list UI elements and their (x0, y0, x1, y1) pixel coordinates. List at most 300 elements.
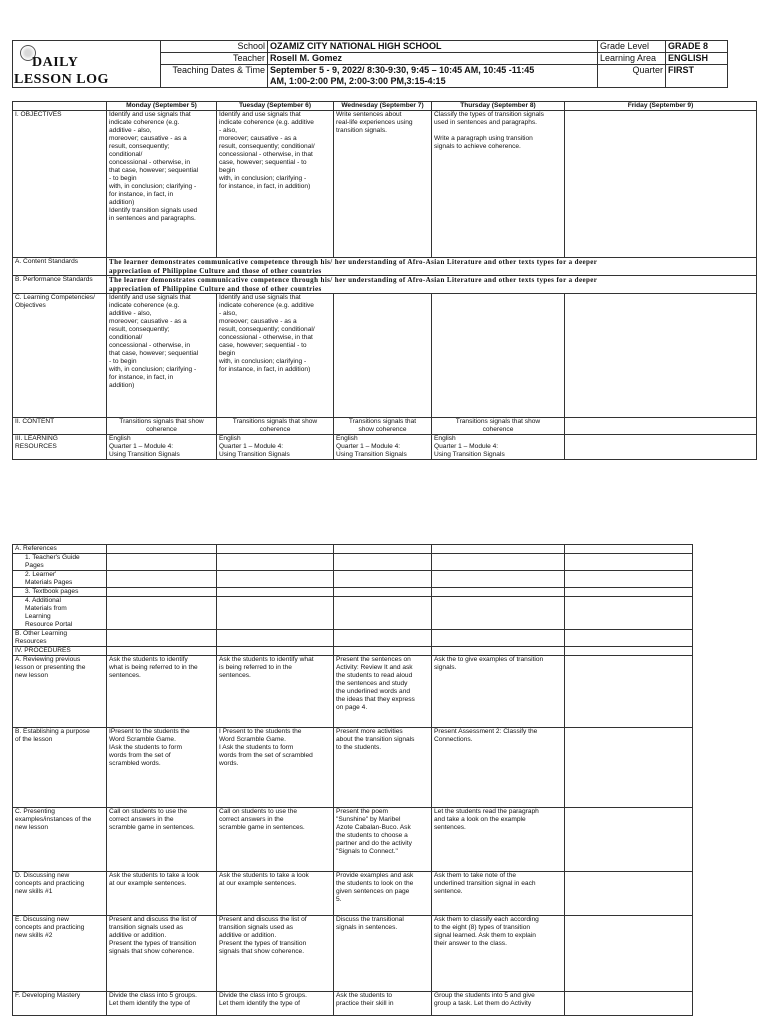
corner-cell (13, 102, 107, 111)
cell-line: Ask them to classify each according (434, 916, 539, 923)
title-line-2: LESSON LOG (14, 72, 109, 87)
cell-line: - also, (219, 127, 237, 134)
cell-line: scrambled words. (109, 760, 161, 767)
cell-lines (432, 111, 565, 258)
cell-lines (432, 872, 565, 916)
cell-line: Identify and use signals that (109, 111, 191, 118)
standards-text (107, 258, 757, 276)
cell-line: at our example sentences. (109, 880, 187, 887)
empty-cell (565, 808, 693, 872)
cell-line: Learning (25, 613, 51, 620)
cell-lines (432, 916, 565, 992)
cell-line: Using Transition Signals (434, 451, 505, 458)
dates-line-2: AM, 1:00-2:00 PM, 2:00-3:00 PM,3:15-4:15 (270, 76, 446, 86)
cell-lines (217, 872, 334, 916)
cell-lines (334, 916, 432, 992)
cell-lines (432, 808, 565, 872)
empty-cell (217, 588, 334, 597)
cell-line: scramble game in sentences. (219, 824, 305, 831)
cell-line: new skills #2 (15, 932, 53, 939)
cell-lines (217, 418, 334, 435)
teachers-guide-row (13, 554, 693, 571)
cell-line: that case, however; sequential (109, 167, 199, 174)
cell-line: with, in conclusion; clarifying - (109, 183, 197, 190)
cell-line: Resources (15, 638, 47, 645)
cell-line: Word Scramble Game. (219, 736, 286, 743)
cell-line: coherence (146, 426, 177, 433)
cell-line: Ask the students to take a look (219, 872, 309, 879)
cell-line: about the transition signals (336, 736, 415, 743)
empty-cell (217, 630, 334, 647)
label-line: RESOURCES (15, 443, 57, 450)
row-label: F. Developing Mastery (13, 992, 107, 1016)
day-header: Wednesday (September 7) (334, 102, 432, 111)
cell-lines (107, 872, 217, 916)
cell-line: new lesson (15, 824, 48, 831)
textbook-row (13, 588, 693, 597)
cell-lines (334, 418, 432, 435)
cell-line: - to begin (109, 175, 137, 182)
cell-lines (334, 872, 432, 916)
cell-lines (334, 111, 432, 258)
cell-line: begin (219, 350, 236, 357)
empty-cell (334, 545, 432, 554)
cell-line: indicate coherence (e.g. (109, 302, 180, 309)
cell-line: IPresent to the students the (109, 728, 190, 735)
school-value: OZAMIZ CITY NATIONAL HIGH SCHOOL (268, 41, 598, 53)
objectives-row (13, 111, 757, 258)
references-row (13, 545, 693, 554)
cell-line: underlined transition signal in each (434, 880, 536, 887)
cell-line: examples/instances of the (15, 816, 92, 823)
empty-cell (565, 656, 693, 728)
cell-line: coherence (259, 426, 291, 433)
empty-cell (565, 294, 757, 418)
grade-label: Grade Level (598, 41, 666, 53)
cell-line: and take a look on the example (434, 816, 526, 823)
label-line: C. Learning Competencies/ (15, 294, 95, 301)
cell-line: English (219, 435, 241, 442)
cell-line: Azote Cabalan-Buco. Ask (336, 824, 411, 831)
row-label (13, 435, 107, 460)
cell-line: indicate coherence (e.g. additive (219, 302, 314, 309)
cell-lines (107, 111, 217, 258)
cell-line: Provide examples and ask (336, 872, 414, 879)
cell-line: Call on students to use the (109, 808, 188, 815)
empty-cell (334, 588, 432, 597)
learner-materials-row (13, 571, 693, 588)
cell-line: Present and discuss the list of (109, 916, 197, 923)
empty-cell (107, 597, 217, 630)
cell-line: for instance, in fact, in (109, 374, 174, 381)
cell-line: the students to look on the (336, 880, 414, 887)
cell-lines (107, 656, 217, 728)
cell-line (434, 127, 562, 135)
cell-line: result, consequently; (109, 326, 170, 333)
cell-line: English (434, 435, 456, 442)
procedures-table (12, 544, 693, 1016)
dates-label: Teaching Dates & Time (161, 65, 268, 88)
cell-lines (217, 294, 334, 418)
cell-line: Ask them to take note of the (434, 872, 517, 879)
label-line: III. LEARNING (15, 435, 58, 442)
cell-line: Call on students to use the (219, 808, 298, 815)
resources-row (13, 435, 757, 460)
empty-cell (432, 554, 565, 571)
empty-cell (565, 571, 693, 588)
cell-line: 4. Additional (25, 597, 61, 604)
proc-e-row (13, 916, 693, 992)
cell-line: moreover; causative - as a (109, 318, 187, 325)
cell-line: 1. Teacher's Guide (25, 554, 80, 561)
content-standards-row (13, 258, 757, 276)
cell-line: moreover; causative - as a (109, 135, 187, 142)
cell-line: transition signals. (336, 127, 387, 134)
cell-lines (107, 418, 217, 435)
dates-line-1: September 5 - 9, 2022/ 8:30-9:30, 9:45 – 10:45 AM, 10:45 -11:45 (270, 65, 535, 75)
empty-cell (217, 571, 334, 588)
cell-line: for instance, in fact, in (109, 191, 174, 198)
empty-cell (107, 571, 217, 588)
cell-line: Ask the to give examples of transition (434, 656, 544, 663)
cell-line: sentences. (109, 672, 141, 679)
cell-line: sentence. (434, 888, 463, 895)
cell-line: Identify transition signals used (109, 207, 198, 214)
cell-line: sentences. (434, 824, 466, 831)
cell-line: new lesson (15, 672, 48, 679)
empty-cell (334, 630, 432, 647)
title-line-1: DAILY (32, 55, 79, 70)
cell-line: what is being referred to in the (109, 664, 198, 671)
row-label: A. Content Standards (13, 258, 107, 276)
empty-cell (334, 647, 432, 656)
cell-line: Present the poem (336, 808, 389, 815)
cell-line: correct answers in the (109, 816, 174, 823)
school-label: School (161, 41, 268, 53)
logo-cell (13, 41, 161, 88)
cell-line: D. Discussing new (15, 872, 70, 879)
cell-line: the ideas that they express (336, 696, 415, 703)
empty-cell (565, 588, 693, 597)
cell-line: Pages (25, 562, 44, 569)
cell-lines (107, 992, 217, 1016)
cell-line: signals in sentences. (336, 924, 398, 931)
performance-standards-row (13, 276, 757, 294)
label-line: Objectives (15, 302, 46, 309)
empty-cell (565, 435, 757, 460)
quarter-value: FIRST (666, 65, 728, 88)
cell-line: Group the students into 5 and give (434, 992, 535, 999)
empty-cell (217, 647, 334, 656)
cell-line: that case, however; sequential (109, 350, 199, 357)
cell-line: IAsk the students to form (109, 744, 182, 751)
empty-cell (565, 992, 693, 1016)
header-table (12, 40, 728, 88)
proc-a-row (13, 656, 693, 728)
cell-line: Write sentences about (336, 111, 402, 118)
standards-text (107, 276, 757, 294)
cell-lines (217, 992, 334, 1016)
cell-lines (217, 808, 334, 872)
empty-cell (565, 647, 693, 656)
cell-line: Using Transition Signals (109, 451, 180, 458)
cell-lines (217, 656, 334, 728)
cell-line: the students to read aloud (336, 672, 413, 679)
competencies-row (13, 294, 757, 418)
cell-line: additive or addition. (109, 932, 167, 939)
empty-cell (334, 554, 432, 571)
cell-line: Quarter 1 – Module 4: (219, 443, 284, 450)
cell-line: for instance, in fact, in addition) (219, 366, 311, 373)
standards-line: appreciation of Philippine Culture and those of other countries (109, 284, 322, 293)
cell-lines (217, 728, 334, 808)
cell-line: Quarter 1 – Module 4: (434, 443, 499, 450)
cell-line: result, consequently; (109, 143, 170, 150)
cell-lines (334, 728, 432, 808)
empty-cell (107, 630, 217, 647)
cell-lines (13, 916, 107, 992)
cell-line: the students to choose a (336, 832, 408, 839)
cell-line: "Signals to Connect." (336, 848, 398, 855)
empty-cell (334, 597, 432, 630)
cell-line: Ask the students to take a look (109, 872, 199, 879)
cell-lines (334, 808, 432, 872)
cell-line: words. (219, 760, 239, 767)
cell-lines (107, 435, 217, 460)
quarter-label: Quarter (598, 65, 666, 88)
content-row (13, 418, 757, 435)
empty-cell (217, 597, 334, 630)
cell-line: Activity: Review It and ask (336, 664, 413, 671)
cell-line: is being referred to in the (219, 664, 292, 671)
empty-cell (432, 630, 565, 647)
cell-line: at our example sentences. (219, 880, 297, 887)
cell-lines (432, 728, 565, 808)
cell-line: new skills #1 (15, 888, 53, 895)
cell-line: Ask the students to identify what (219, 656, 314, 663)
cell-line: Divide the class into 5 groups. (219, 992, 307, 999)
cell-line: with, in conclusion; clarifying - (109, 366, 197, 373)
cell-lines (13, 571, 107, 588)
cell-line: A. Reviewing previous (15, 656, 81, 663)
cell-line: on page 4. (336, 704, 368, 711)
cell-line: conditional/ (109, 334, 143, 341)
cell-line: Word Scramble Game. (109, 736, 176, 743)
cell-line: Discuss the transitional (336, 916, 404, 923)
cell-line: the underlined words and (336, 688, 411, 695)
cell-line: Let them identify the type of (109, 1000, 191, 1007)
cell-line: signals that show coherence. (219, 948, 305, 955)
empty-cell (432, 294, 565, 418)
cell-line: their answer to the class. (434, 940, 507, 947)
cell-line: Quarter 1 – Module 4: (109, 443, 174, 450)
cell-line: Identify and use signals that (219, 111, 301, 118)
row-label: A. References (13, 545, 107, 554)
cell-line: Write a paragraph using transition (434, 135, 533, 142)
cell-lines (107, 294, 217, 418)
cell-line: Let them identify the type of (219, 1000, 301, 1007)
cell-line: concessional - otherwise, in that (219, 151, 313, 158)
proc-c-row (13, 808, 693, 872)
cell-line: Ask the students to identify (109, 656, 188, 663)
cell-line: correct answers in the (219, 816, 284, 823)
row-label: IV. PROCEDURES (13, 647, 107, 656)
empty-cell (334, 571, 432, 588)
empty-cell (432, 647, 565, 656)
row-label (13, 294, 107, 418)
cell-line: Let the students read the paragraph (434, 808, 539, 815)
cell-line: signals to achieve coherence. (434, 143, 521, 150)
cell-line: additive or addition. (219, 932, 277, 939)
empty-cell (107, 647, 217, 656)
row-label: B. Performance Standards (13, 276, 107, 294)
cell-line: Identify and use signals that (109, 294, 191, 301)
cell-line: English (109, 435, 131, 442)
cell-line: Classify the types of transition signals (434, 111, 544, 118)
empty-cell (217, 554, 334, 571)
cell-line: case, however; sequential - to (219, 342, 307, 349)
empty-cell (432, 597, 565, 630)
cell-line: conditional/ (109, 151, 143, 158)
procedures-row (13, 647, 693, 656)
standards-line: The learner demonstrates communicative competence through his/ her understanding of Afro-Asian Literature and other texts types for a deeper (109, 276, 598, 284)
grade-value: GRADE 8 (666, 41, 728, 53)
cell-line: concepts and practicing (15, 880, 85, 887)
empty-cell (565, 418, 757, 435)
cell-line: show coherence (358, 426, 407, 433)
cell-lines (432, 656, 565, 728)
day-header: Thursday (September 8) (432, 102, 565, 111)
cell-lines (13, 554, 107, 571)
cell-line: for instance, in fact, in addition) (219, 183, 311, 190)
cell-lines (13, 808, 107, 872)
proc-f-row (13, 992, 693, 1016)
cell-line: coherence (482, 426, 514, 433)
cell-line: indicate coherence (e.g. (109, 119, 180, 126)
cell-line: practice their skill in (336, 1000, 394, 1007)
standards-line: The learner demonstrates communicative competence through his/ her understanding of Afro-Asian Literature and other texts types for a deeper (109, 258, 598, 266)
cell-line: concessional - otherwise, in (109, 342, 190, 349)
cell-line: B. Other Learning (15, 630, 68, 637)
cell-line: Using Transition Signals (336, 451, 407, 458)
cell-line: Present the sentences on (336, 656, 411, 663)
cell-line: real-life experiences using (336, 119, 413, 126)
cell-line: to the eight (8) types of transition (434, 924, 531, 931)
cell-line: given sentences on page (336, 888, 410, 895)
cell-line: Present more activities (336, 728, 403, 735)
cell-line: Divide the class into 5 groups. (109, 992, 197, 999)
cell-lines (13, 630, 107, 647)
cell-line: Transitions signals that show (232, 418, 318, 425)
cell-line: used in sentences and paragraphs. (434, 119, 538, 126)
cell-lines (334, 992, 432, 1016)
cell-line: B. Establishing a purpose (15, 728, 90, 735)
cell-line: Present and discuss the list of (219, 916, 307, 923)
day-header-row (13, 102, 757, 111)
day-header: Friday (September 9) (565, 102, 757, 111)
additional-materials-row (13, 597, 693, 630)
cell-lines (334, 656, 432, 728)
cell-line: moreover; causative - as a (219, 135, 297, 142)
cell-line: concessional - otherwise, in that (219, 334, 313, 341)
cell-line: addition) (109, 199, 135, 206)
cell-line: signal learned. Ask them to explain (434, 932, 536, 939)
cell-line: Transitions signals that (348, 418, 417, 425)
row-label: 3. Textbook pages (13, 588, 107, 597)
other-resources-row (13, 630, 693, 647)
cell-line: Present the types of transition (109, 940, 197, 947)
cell-line: Transitions signals that show (455, 418, 541, 425)
cell-line: Materials from (25, 605, 67, 612)
cell-lines (432, 992, 565, 1016)
row-label: II. CONTENT (13, 418, 107, 435)
cell-line: concessional - otherwise, in (109, 159, 190, 166)
cell-line: transition signals used as (219, 924, 294, 931)
cell-line: E. Discussing new (15, 916, 69, 923)
cell-lines (107, 916, 217, 992)
cell-lines (432, 435, 565, 460)
cell-lines (217, 435, 334, 460)
cell-line: addition) (109, 382, 135, 389)
empty-cell (565, 597, 693, 630)
dates-value (268, 65, 598, 88)
cell-line: words from the set of scrambled (219, 752, 313, 759)
cell-line: with, in conclusion; clarifying - (219, 175, 307, 182)
cell-lines (13, 728, 107, 808)
empty-cell (334, 294, 432, 418)
cell-line: signals. (434, 664, 457, 671)
empty-cell (565, 111, 757, 258)
cell-line: result, consequently; conditional/ (219, 143, 315, 150)
cell-line: case, however; sequential - to (219, 159, 307, 166)
cell-line: Present Assessment 2: Classify the (434, 728, 538, 735)
empty-cell (565, 554, 693, 571)
empty-cell (217, 545, 334, 554)
cell-line: lesson or presenting the (15, 664, 86, 671)
cell-lines (334, 435, 432, 460)
cell-line: "Sunshine" by Maribel (336, 816, 401, 823)
empty-cell (432, 545, 565, 554)
empty-cell (565, 872, 693, 916)
empty-cell (432, 571, 565, 588)
empty-cell (107, 545, 217, 554)
cell-line: Connections. (434, 736, 473, 743)
cell-line: 5. (336, 896, 342, 903)
cell-line: transition signals used as (109, 924, 184, 931)
cell-line: - also, (219, 310, 237, 317)
cell-line: Materials Pages (25, 579, 73, 586)
cell-line: sentences. (219, 672, 251, 679)
proc-d-row (13, 872, 693, 916)
cell-line: scramble game in sentences. (109, 824, 195, 831)
cell-line: - to begin (109, 358, 137, 365)
objectives-table (12, 101, 757, 460)
cell-lines (13, 872, 107, 916)
empty-cell (107, 554, 217, 571)
cell-line: I Ask the students to form (219, 744, 294, 751)
cell-line: Identify and use signals that (219, 294, 301, 301)
cell-lines (107, 728, 217, 808)
cell-line: partner and do the activity (336, 840, 412, 847)
cell-line: indicate coherence (e.g. additive (219, 119, 314, 126)
cell-line: Ask the students to (336, 992, 393, 999)
cell-line: of the lesson (15, 736, 53, 743)
cell-line: Resource Portal (25, 621, 73, 628)
cell-line: concepts and practicing (15, 924, 85, 931)
cell-line: C. Presenting (15, 808, 55, 815)
cell-lines (107, 808, 217, 872)
cell-line: group a task. Let them do Activity (434, 1000, 532, 1007)
